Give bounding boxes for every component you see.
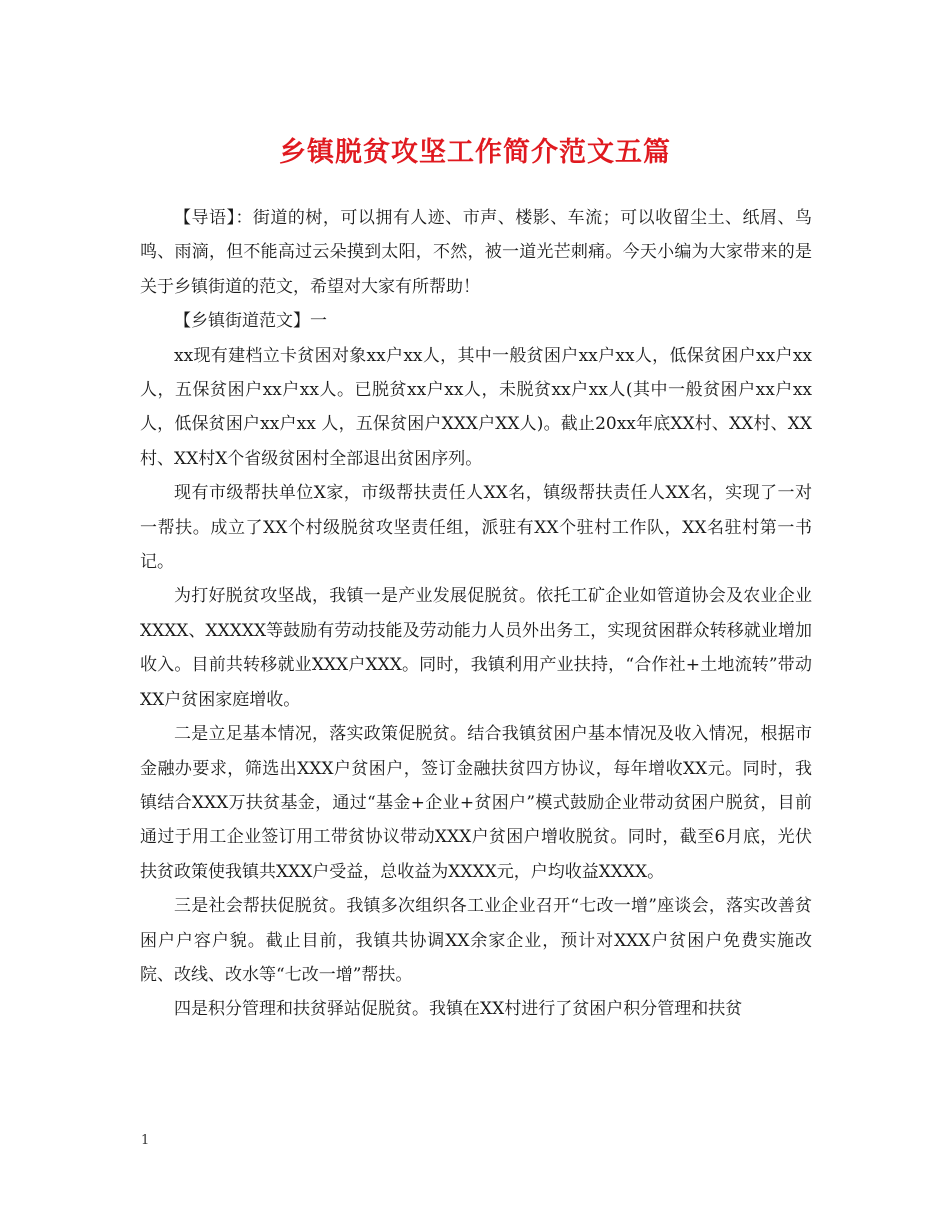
paragraph-policy: 二是立足基本情况，落实政策促脱贫。结合我镇贫困户基本情况及收入情况，根据市金融办要求，筛选出XXX户贫困户，签订金融扶贫四方协议，每年增收XX元。同时，我镇结合XXX万扶贫基金，通过“基金+企业+贫困户”模式鼓励企业带动贫困户脱贫，目前通过于用工企业签订用工带贫协议带动XXX户贫困户增收脱贫。同时，截至6月底，光伏扶贫政策使我镇共XXX户受益，总收益为XXXX元，户均收益XXXX。 [140,724,812,882]
paragraph-assistance-units: 现有市级帮扶单位X家，市级帮扶责任人XX名，镇级帮扶责任人XX名，实现了一对一帮扶。成立了XX个村级脱贫攻坚责任组，派驻有XX个驻村工作队，XX名驻村第一书记。 [140,483,812,573]
document-title: 乡镇脱贫攻坚工作简介范文五篇 [279,137,671,168]
paragraph-section-heading: 【乡镇街道范文】一 [174,311,327,332]
paragraph-points-management: 四是积分管理和扶贫驿站促脱贫。我镇在XX村进行了贫困户积分管理和扶贫 [174,999,743,1020]
paragraph-intro: 【导语】：街道的树，可以拥有人迹、市声、楼影、车流；可以收留尘土、纸屑、鸟鸣、雨滴，但不能高过云朵摸到太阳，不然，被一道光芒刺痛。今天小编为大家带来的是关于乡镇街道的范文，希望对大家有所帮助！ [140,208,812,297]
page-number: 1 [141,1133,150,1148]
paragraph-industry: 为打好脱贫攻坚战，我镇一是产业发展促脱贫。依托工矿企业如管道协会及农业企业XXXX、XXXXX等鼓励有劳动技能及劳动能力人员外出务工，实现贫困群众转移就业增加收入。目前共转移就业XXX户XXX。同时，我镇利用产业扶持，“合作社+土地流转”带动XX户贫困家庭增收。 [140,586,812,710]
document-body [140,201,812,1027]
paragraph-poverty-stats: xx现有建档立卡贫困对象xx户xx人，其中一般贫困户xx户xx人，低保贫困户xx户xx人，五保贫困户xx户xx人。已脱贫xx户xx人，未脱贫xx户xx人(其中一般贫困户xx户xx人，低保贫困户xx户xx 人，五保贫困户XXX户XX人)。截止20xx年底XX村、XX村、XX村、XX村X个省级贫困村全部退出贫困序列。 [140,345,812,469]
paragraph-social-assistance: 三是社会帮扶促脱贫。我镇多次组织各工业企业召开“七改一增”座谈会，落实改善贫困户户容户貌。截止目前，我镇共协调XX余家企业，预计对XXX户贫困户免费实施改院、改线、改水等“七改一增”帮扶。 [140,896,812,985]
